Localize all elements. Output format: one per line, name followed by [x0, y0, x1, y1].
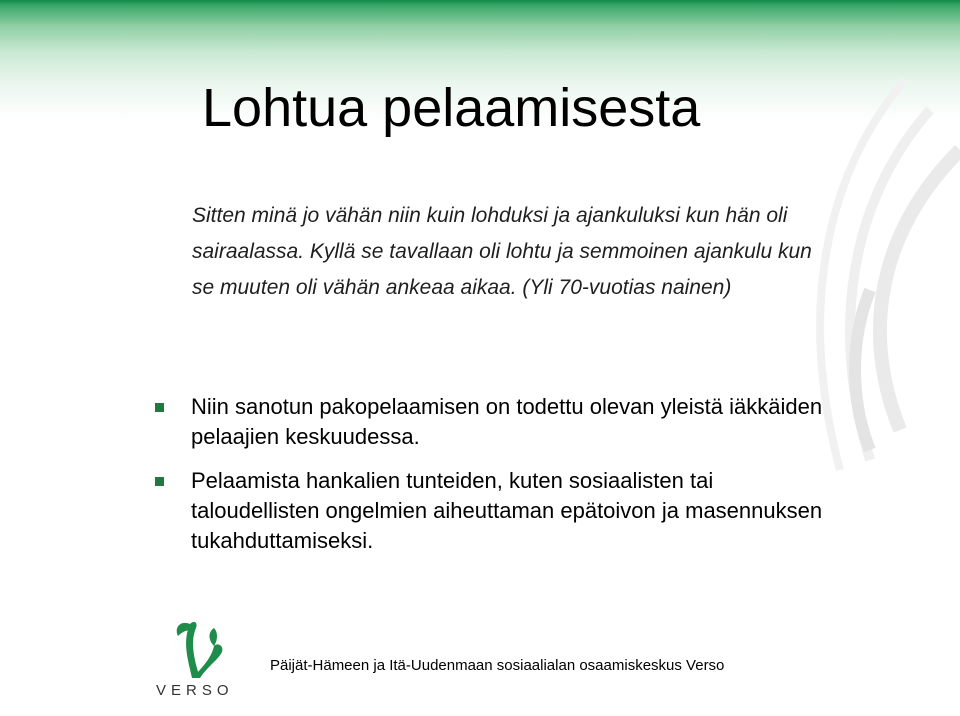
slide-title: Lohtua pelaamisesta	[202, 78, 701, 138]
logo-stem-right	[196, 644, 222, 678]
square-bullet-icon	[155, 403, 164, 412]
bullet-list	[0, 392, 960, 570]
bullet-item	[0, 392, 831, 452]
logo-leaf-right	[210, 628, 218, 646]
bullet-text: Pelaamista hankalien tunteiden, kuten sosiaalisten tai taloudellisten ongelmien aiheuttaman epätoivon ja masennuksen tukahduttamiseksi.	[191, 468, 823, 553]
logo-wordmark: VERSO	[156, 682, 234, 699]
bullet-text: Niin sanotun pakopelaamisen on todettu olevan yleistä iäkkäiden pelaajien keskuudessa.	[191, 394, 823, 449]
logo-stem-left	[186, 622, 200, 678]
quote-text: Sitten minä jo vähän niin kuin lohduksi ja ajankuluksi kun hän oli sairaalassa. Kyllä se tavallaan oli lohtu ja semmoinen ajankulu kun se muuten oli vähän ankeaa aikaa. (Yli 70-vuotias nainen)	[192, 204, 812, 299]
swirl-stroke-1	[880, 150, 960, 430]
footer-organization: Päijät-Hämeen ja Itä-Uudenmaan sosiaalialan osaamiskeskus Verso	[270, 657, 725, 674]
bullet-item	[0, 466, 831, 556]
square-bullet-icon	[155, 477, 164, 486]
